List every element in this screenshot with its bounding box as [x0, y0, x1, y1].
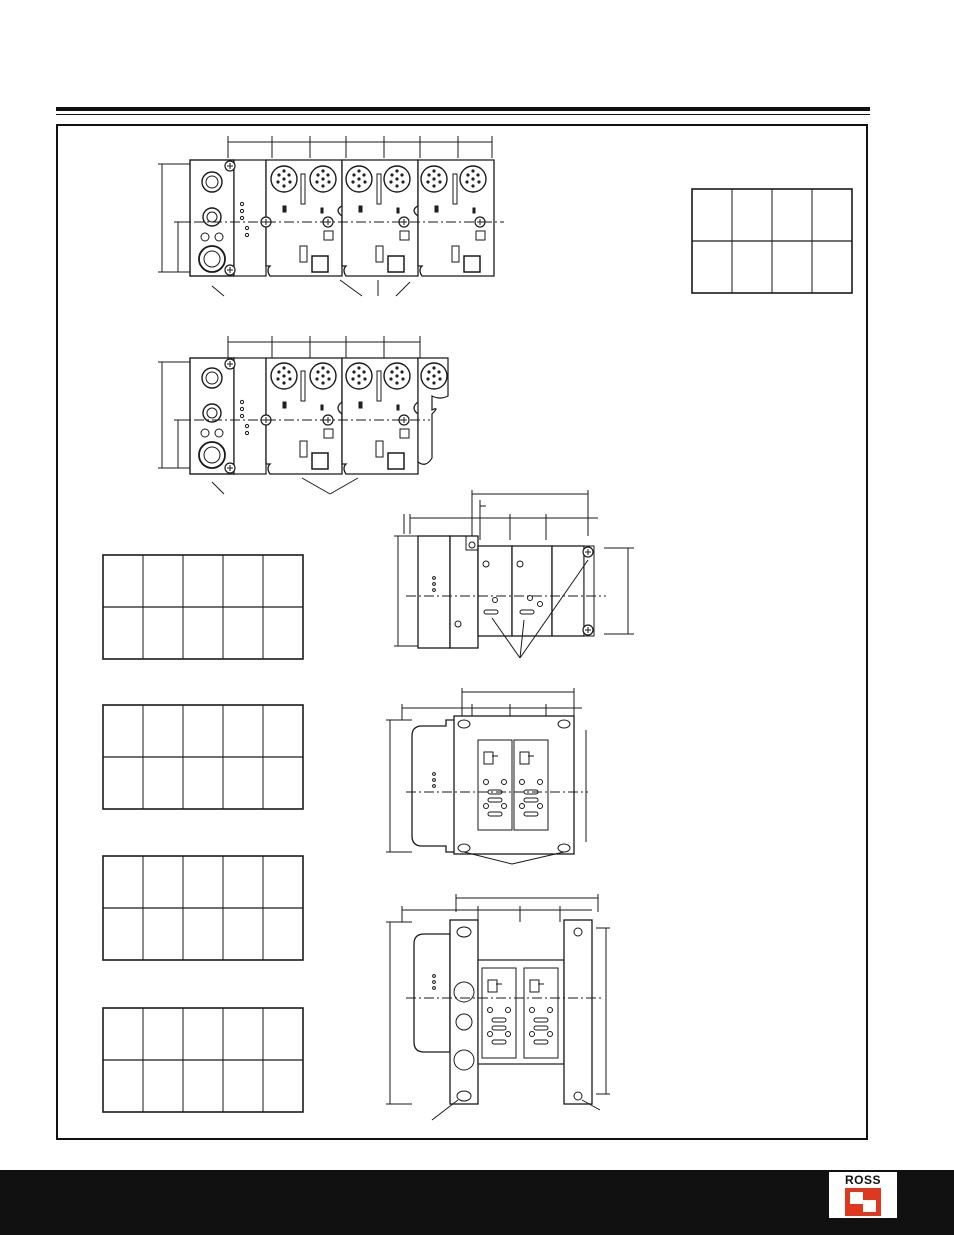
ross-logo: [829, 1172, 897, 1218]
ross-logo-icon: [845, 1188, 881, 1216]
table-3: [103, 856, 303, 960]
table-4: [103, 1008, 303, 1112]
drawing-side-view-medium: [386, 688, 588, 864]
table-top-right: [692, 189, 852, 293]
table-2: [103, 705, 303, 809]
drawing-side-view-large: [386, 894, 610, 1120]
drawing-side-view-small: [394, 490, 634, 658]
footer-bar: [0, 1170, 954, 1235]
table-1: [103, 555, 303, 659]
logo-text: ROSS: [844, 1173, 881, 1187]
drawing-top-view-2: [158, 336, 448, 494]
drawing-top-view-3: [158, 136, 504, 296]
